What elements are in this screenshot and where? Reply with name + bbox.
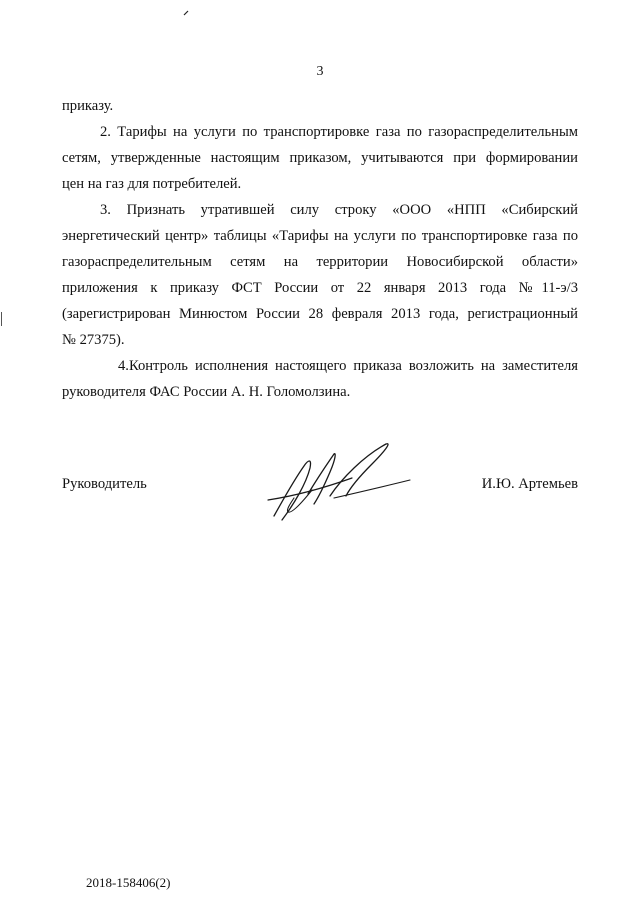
- page-number: 3: [316, 64, 324, 79]
- paragraph-4-line-2: руководителя ФАС России А. Н. Голомолзина.: [62, 384, 351, 400]
- paragraph-3-line-4: приложения к приказу ФСТ России от 22 января 2013 года №11-э/3: [62, 280, 578, 296]
- stray-mark: [183, 10, 189, 16]
- paragraph-3-line-5: (зарегистрирован Минюстом России 28 февраля 2013 года, регистрационный: [62, 306, 578, 322]
- document-id: 2018-158406(2): [86, 875, 171, 890]
- handwritten-signature: [264, 438, 414, 528]
- paragraph-2-line-2: сетям, утвержденные настоящим приказом, учитываются при формировании: [62, 150, 578, 166]
- paragraph-3: [62, 197, 578, 353]
- signatory-name: И.Ю. Артемьев: [481, 476, 578, 492]
- paragraph-1-line-1: приказу.: [62, 98, 114, 114]
- paragraph-3-line-1: 3. Признать утратившей силу строку «ООО «НПП «Сибирский: [100, 202, 578, 218]
- paragraph-3-line-3: газораспределительным сетям на территории Новосибирской области»: [62, 254, 578, 270]
- paragraph-2-line-1: 2. Тарифы на услуги по транспортировке газа по газораспределительным: [100, 124, 578, 140]
- paragraph-3-line-6: № 27375).: [62, 332, 125, 348]
- paragraph-4-line-1: 4.Контроль исполнения настоящего приказа возложить на заместителя: [118, 358, 578, 374]
- signatory-title: Руководитель: [62, 476, 147, 492]
- paragraph-2: [62, 119, 578, 197]
- paragraph-1: [62, 93, 578, 119]
- paragraph-4: [62, 353, 578, 405]
- margin-mark: [1, 312, 2, 326]
- paragraph-2-line-3: цен на газ для потребителей.: [62, 176, 242, 192]
- paragraph-3-line-2: энергетический центр» таблицы «Тарифы на услуги по транспортировке газа по: [62, 228, 578, 244]
